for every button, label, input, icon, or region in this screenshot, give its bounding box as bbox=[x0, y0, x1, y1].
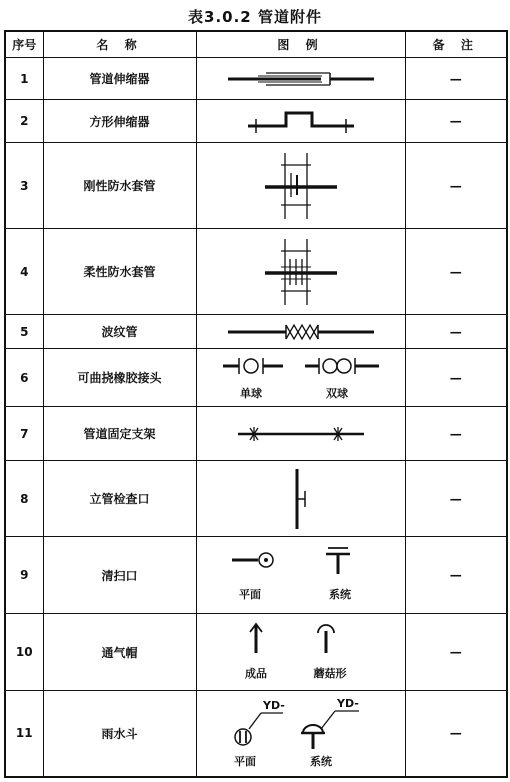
row-name: 管道伸缩器 bbox=[43, 58, 196, 100]
header-name: 名 称 bbox=[43, 31, 196, 58]
table-row bbox=[5, 229, 507, 315]
row-remark: — bbox=[405, 143, 507, 229]
figure-cell bbox=[196, 100, 405, 143]
system-label: 系统 bbox=[309, 755, 332, 769]
row-number: 7 bbox=[5, 407, 43, 461]
figure-cell bbox=[196, 691, 405, 777]
row-name: 柔性防水套管 bbox=[43, 229, 196, 315]
row-number: 10 bbox=[5, 614, 43, 691]
figure-cell bbox=[196, 537, 405, 614]
row-number: 3 bbox=[5, 143, 43, 229]
table-row bbox=[5, 691, 507, 777]
rubber-joint-symbol bbox=[221, 354, 381, 402]
header-no: 序号 bbox=[5, 31, 43, 58]
row-remark: — bbox=[405, 461, 507, 537]
row-name: 管道固定支架 bbox=[43, 407, 196, 461]
figure-cell bbox=[196, 461, 405, 537]
bellows-symbol bbox=[226, 322, 376, 342]
row-number: 9 bbox=[5, 537, 43, 614]
table-row bbox=[5, 461, 507, 537]
figure-cell bbox=[196, 407, 405, 461]
finished-label: 成品 bbox=[244, 667, 267, 680]
header-remark: 备 注 bbox=[405, 31, 507, 58]
row-remark: — bbox=[405, 100, 507, 143]
row-name: 方形伸缩器 bbox=[43, 100, 196, 143]
plan-tag: YD- bbox=[262, 699, 285, 713]
pipe-fittings-table bbox=[4, 30, 508, 778]
row-remark: — bbox=[405, 691, 507, 777]
mushroom-label: 蘑菇形 bbox=[313, 667, 346, 680]
table-row bbox=[5, 349, 507, 407]
rain-hopper-symbol bbox=[221, 695, 381, 771]
table-row bbox=[5, 407, 507, 461]
cleanout-symbol bbox=[226, 542, 376, 608]
table-row bbox=[5, 143, 507, 229]
table-row bbox=[5, 315, 507, 349]
row-number: 2 bbox=[5, 100, 43, 143]
row-remark: — bbox=[405, 58, 507, 100]
row-remark: — bbox=[405, 229, 507, 315]
table-row bbox=[5, 537, 507, 614]
fixed-support-symbol bbox=[236, 424, 366, 444]
single-ball-label: 单球 bbox=[239, 386, 262, 400]
row-name: 通气帽 bbox=[43, 614, 196, 691]
table-caption: 表3.0.2 管道附件 bbox=[188, 8, 322, 26]
row-remark: — bbox=[405, 614, 507, 691]
plan-label: 平面 bbox=[233, 755, 256, 769]
row-number: 8 bbox=[5, 461, 43, 537]
vent-cap-symbol bbox=[226, 619, 376, 685]
row-remark: — bbox=[405, 537, 507, 614]
row-number: 5 bbox=[5, 315, 43, 349]
row-name: 波纹管 bbox=[43, 315, 196, 349]
header-row bbox=[5, 31, 507, 58]
row-name: 雨水斗 bbox=[43, 691, 196, 777]
table-row bbox=[5, 58, 507, 100]
double-ball-label: 双球 bbox=[325, 386, 348, 400]
header-figure: 图 例 bbox=[196, 31, 405, 58]
row-number: 6 bbox=[5, 349, 43, 407]
square-expansion-joint-symbol bbox=[246, 106, 356, 136]
row-name: 刚性防水套管 bbox=[43, 143, 196, 229]
row-remark: — bbox=[405, 349, 507, 407]
row-remark: — bbox=[405, 407, 507, 461]
figure-cell bbox=[196, 315, 405, 349]
row-number: 11 bbox=[5, 691, 43, 777]
row-name: 立管检查口 bbox=[43, 461, 196, 537]
plan-label: 平面 bbox=[238, 588, 261, 601]
figure-cell bbox=[196, 143, 405, 229]
figure-cell bbox=[196, 614, 405, 691]
table-row bbox=[5, 614, 507, 691]
rigid-waterproof-sleeve-symbol bbox=[261, 151, 341, 221]
figure-cell bbox=[196, 58, 405, 100]
figure-cell bbox=[196, 229, 405, 315]
system-label: 系统 bbox=[328, 588, 351, 601]
row-remark: — bbox=[405, 315, 507, 349]
pipe-expansion-joint-symbol bbox=[226, 64, 376, 94]
riser-cleanout-symbol bbox=[281, 467, 321, 531]
row-number: 4 bbox=[5, 229, 43, 315]
row-name: 可曲挠橡胶接头 bbox=[43, 349, 196, 407]
system-tag: YD- bbox=[336, 697, 359, 711]
flexible-waterproof-sleeve-symbol bbox=[261, 237, 341, 307]
table-row bbox=[5, 100, 507, 143]
row-name: 清扫口 bbox=[43, 537, 196, 614]
row-number: 1 bbox=[5, 58, 43, 100]
figure-cell bbox=[196, 349, 405, 407]
